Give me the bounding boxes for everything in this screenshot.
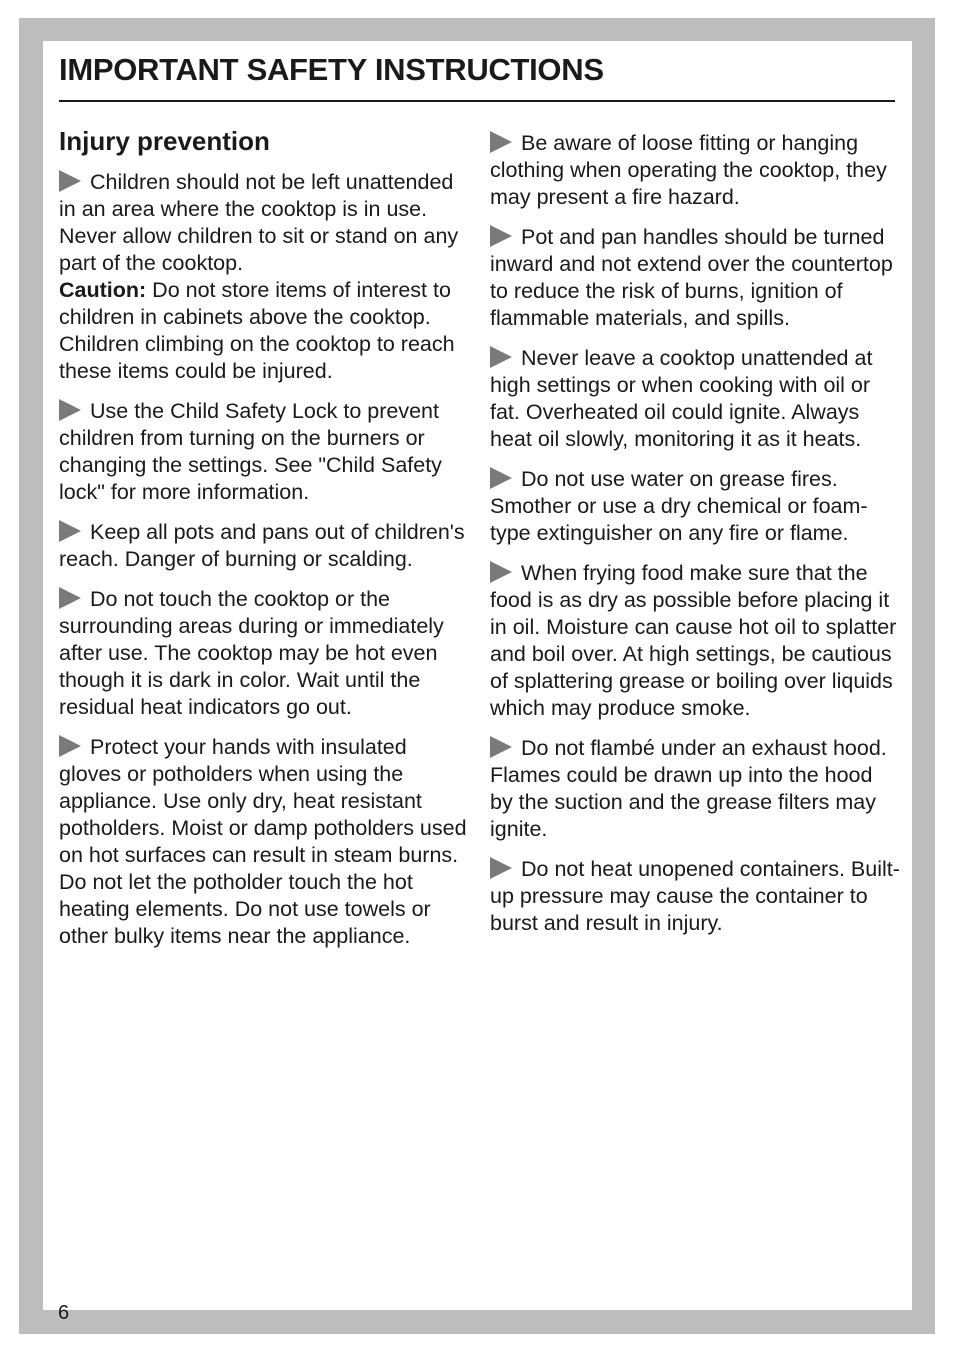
caution-label: Caution:	[59, 278, 147, 302]
instruction-text: Pot and pan handles should be turned inward and not extend over the countertop to reduce the risk of burns, ignition of flammable materials, and spills.	[490, 225, 893, 330]
triangle-bullet-icon	[59, 399, 81, 421]
triangle-bullet-icon	[490, 857, 512, 879]
instruction-item	[490, 856, 900, 937]
instruction-text: Do not heat unopened containers. Built-up pressure may cause the container to burst and result in injury.	[490, 857, 900, 935]
left-column	[59, 126, 469, 963]
section-title: Injury prevention	[59, 126, 270, 156]
instruction-item	[59, 586, 469, 721]
instruction-text: Do not use water on grease fires. Smother or use a dry chemical or foam-type extinguisher on any fire or flame.	[490, 467, 868, 545]
header-divider	[59, 100, 895, 102]
instruction-item	[490, 735, 900, 843]
instruction-item	[59, 519, 469, 573]
triangle-bullet-icon	[490, 467, 512, 489]
triangle-bullet-icon	[59, 735, 81, 757]
page-number: 6	[58, 1302, 70, 1324]
instruction-text: Do not touch the cooktop or the surrounding areas during or immediately after use. The cooktop may be hot even though it is dark in color. Wait until the residual heat indicators go out.	[59, 587, 444, 719]
triangle-bullet-icon	[59, 170, 81, 192]
instruction-item	[490, 345, 900, 453]
triangle-bullet-icon	[490, 736, 512, 758]
instruction-text: Children should not be left unattended in an area where the cooktop is in use. Never allow children to sit or stand on any part of the cooktop.	[59, 170, 459, 275]
instruction-item	[490, 130, 900, 211]
instruction-text: Never leave a cooktop unattended at high settings or when cooking with oil or fat. Overheated oil could ignite. Always heat oil slowly, monitoring it as it heats.	[490, 346, 873, 451]
instruction-text: Protect your hands with insulated gloves or potholders when using the appliance. Use only dry, heat resistant potholders. Moist or damp potholders used on hot surfaces can result in steam burns. Do not let the potholder touch the hot heating elements. Do not use towels or other bulky items near the appliance.	[59, 735, 467, 948]
instruction-item	[490, 466, 900, 547]
caution-text: Do not store items of interest to children in cabinets above the cooktop. Children climbing on the cooktop to reach these items could be injured.	[59, 278, 455, 383]
instruction-item	[490, 224, 900, 332]
triangle-bullet-icon	[59, 587, 81, 609]
instruction-text: Do not flambé under an exhaust hood. Flames could be drawn up into the hood by the suction and the grease filters may ignite.	[490, 736, 887, 841]
instruction-text: Be aware of loose fitting or hanging clothing when operating the cooktop, they may present a fire hazard.	[490, 131, 887, 209]
instruction-item	[59, 734, 469, 950]
instruction-text: When frying food make sure that the food is as dry as possible before placing it in oil. Moisture can cause hot oil to splatter and boil over. At high settings, be cautious of splattering grease or boiling over liquids which may produce smoke.	[490, 561, 897, 720]
instruction-text: Keep all pots and pans out of children's reach. Danger of burning or scalding.	[59, 520, 465, 571]
triangle-bullet-icon	[490, 346, 512, 368]
triangle-bullet-icon	[59, 520, 81, 542]
instruction-item	[59, 398, 469, 506]
triangle-bullet-icon	[490, 131, 512, 153]
right-column	[490, 130, 900, 950]
instruction-item	[490, 560, 900, 722]
instruction-text: Use the Child Safety Lock to prevent children from turning on the burners or changing the settings. See "Child Safety lock" for more information.	[59, 399, 442, 504]
page-title: IMPORTANT SAFETY INSTRUCTIONS	[59, 52, 604, 87]
instruction-item	[59, 169, 469, 385]
triangle-bullet-icon	[490, 561, 512, 583]
triangle-bullet-icon	[490, 225, 512, 247]
